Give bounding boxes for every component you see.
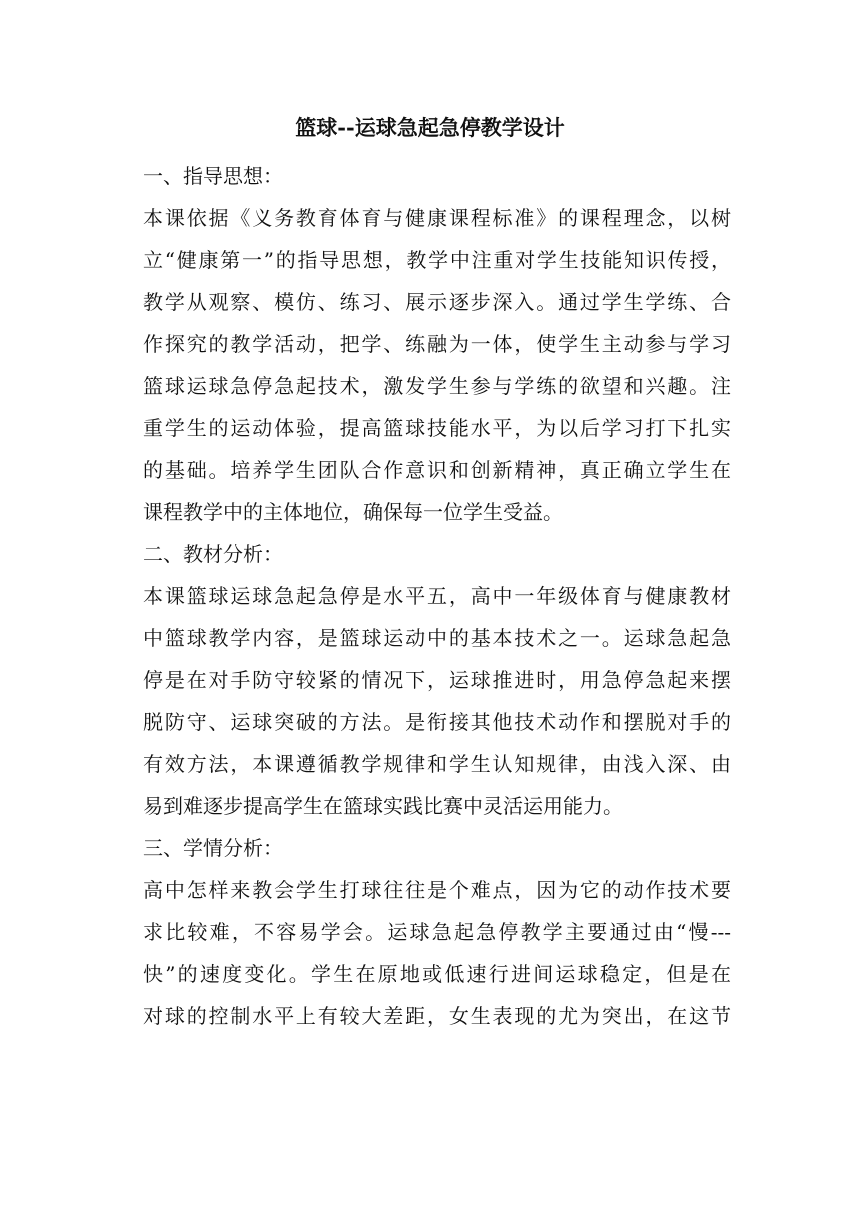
paragraph-line: 作探究的教学活动，把学、练融为一体，使学生主动参与学习 [143, 332, 731, 356]
paragraph-line: 重学生的运动体验，提高篮球技能水平，为以后学习打下扎实 [143, 416, 731, 440]
paragraph-line: 有效方法，本课遵循教学规律和学生认知规律，由浅入深、由 [143, 752, 731, 776]
paragraph-line: 求比较难，不容易学会。运球急起急停教学主要通过由“慢--- [143, 920, 731, 944]
document-title: 篮球--运球急起急停教学设计 [295, 115, 565, 140]
section-heading: 一、指导思想： [143, 164, 283, 188]
paragraph-line: 脱防守、运球突破的方法。是衔接其他技术动作和摆脱对手的 [143, 710, 731, 734]
section-heading: 三、学情分析： [143, 836, 283, 860]
section-heading: 二、教材分析： [143, 542, 283, 566]
paragraph-line: 篮球运球急停急起技术，激发学生参与学练的欲望和兴趣。注 [143, 374, 731, 398]
paragraph-line: 教学从观察、模仿、练习、展示逐步深入。通过学生学练、合 [143, 290, 731, 314]
paragraph-line: 易到难逐步提高学生在篮球实践比赛中灵活运用能力。 [143, 794, 623, 818]
paragraph-line: 中篮球教学内容，是篮球运动中的基本技术之一。运球急起急 [143, 626, 731, 650]
paragraph-line: 的基础。培养学生团队合作意识和创新精神，真正确立学生在 [143, 458, 731, 482]
paragraph-line: 本课篮球运球急起急停是水平五，高中一年级体育与健康教材 [143, 584, 731, 608]
paragraph-line: 本课依据《义务教育体育与健康课程标准》的课程理念，以树 [143, 206, 731, 230]
paragraph-line: 快”的速度变化。学生在原地或低速行进间运球稳定，但是在 [143, 962, 731, 986]
paragraph-line: 立“健康第一”的指导思想，教学中注重对学生技能知识传授， [143, 248, 731, 272]
paragraph-line: 对球的控制水平上有较大差距，女生表现的尤为突出，在这节 [143, 1004, 731, 1028]
paragraph-line: 停是在对手防守较紧的情况下，运球推进时，用急停急起来摆 [143, 668, 731, 692]
paragraph-line: 高中怎样来教会学生打球往往是个难点，因为它的动作技术要 [143, 878, 731, 902]
paragraph-line: 课程教学中的主体地位，确保每一位学生受益。 [143, 500, 563, 524]
